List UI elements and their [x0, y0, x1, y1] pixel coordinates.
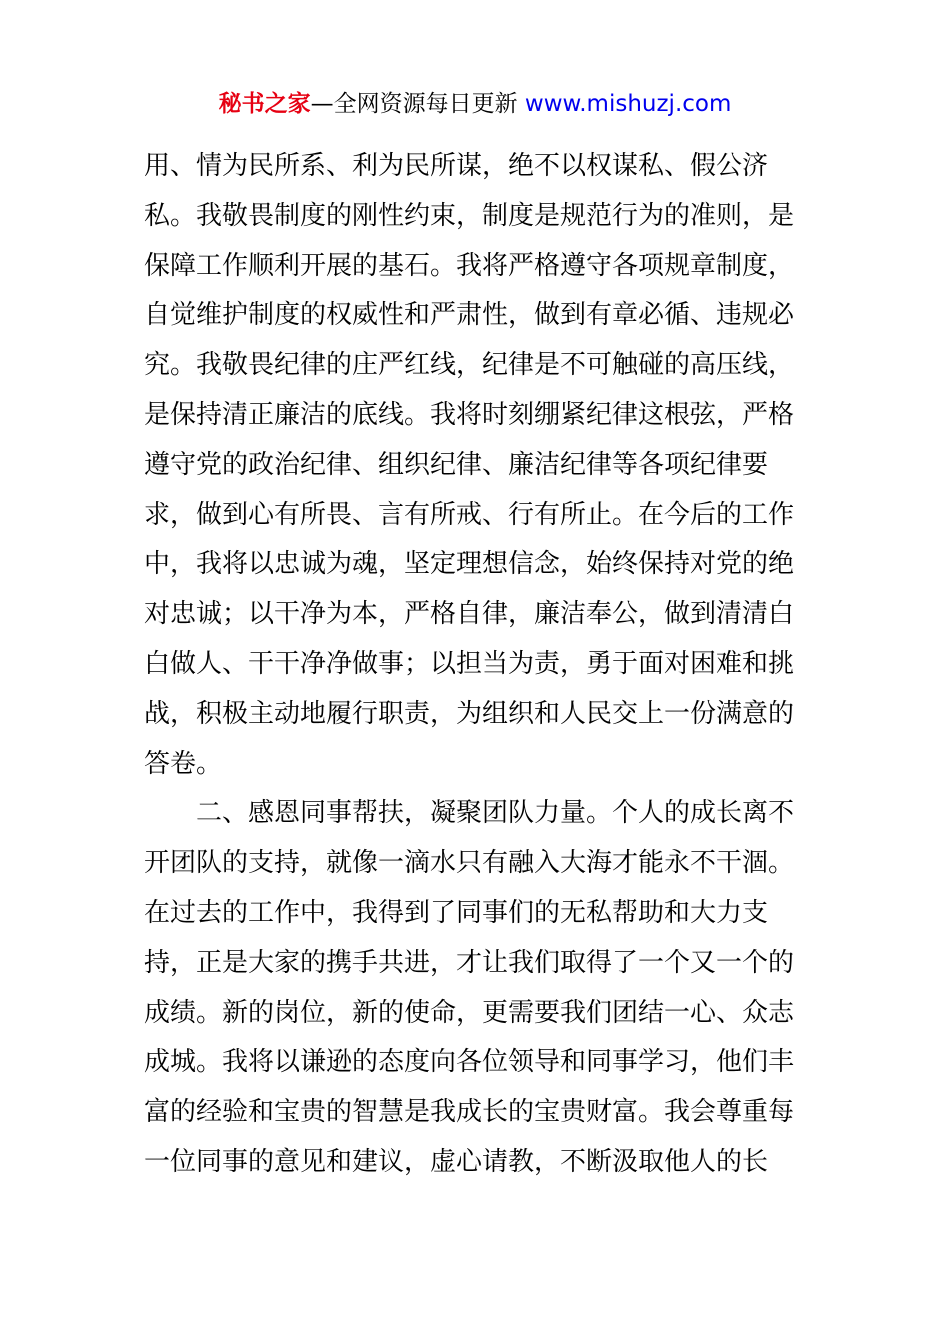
- text-line: 用、情为民所系、利为民所谋，绝不以权谋私、假公济: [144, 151, 769, 181]
- text-line: 一位同事的意见和建议，虚心请教，不断汲取他人的长: [144, 1146, 769, 1177]
- text-line: 在过去的工作中，我得到了同事们的无私帮助和大力支: [144, 897, 769, 928]
- text-line: 开团队的支持，就像一滴水只有融入大海才能永不干涸。: [144, 848, 795, 879]
- text-line: 成绩。新的岗位，新的使命，更需要我们团结一心、众志: [144, 997, 795, 1028]
- site-url-link[interactable]: www.mishuzj.com: [524, 91, 732, 117]
- document-body: [144, 142, 810, 1188]
- text-line: 究。我敬畏纪律的庄严红线，纪律是不可触碰的高压线，: [144, 350, 795, 381]
- text-line: 自觉维护制度的权威性和严肃性，做到有章必循、违规必: [144, 300, 795, 331]
- text-line: 成城。我将以谦逊的态度向各位领导和同事学习，他们丰: [144, 1047, 795, 1078]
- header-tagline: —全网资源每日更新: [310, 91, 525, 117]
- text-line: 战，积极主动地履行职责，为组织和人民交上一份满意的: [144, 698, 795, 729]
- page-header: [0, 86, 950, 122]
- text-line: 是保持清正廉洁的底线。我将时刻绷紧纪律这根弦，严格: [144, 399, 795, 430]
- text-line: 答卷。: [144, 748, 223, 779]
- text-line: 白做人、干干净净做事；以担当为责，勇于面对困难和挑: [144, 648, 795, 679]
- text-line: 遵守党的政治纪律、组织纪律、廉洁纪律等各项纪律要: [144, 449, 769, 480]
- text-line: 持，正是大家的携手共进，才让我们取得了一个又一个的: [144, 947, 795, 978]
- text-line: 保障工作顺利开展的基石。我将严格遵守各项规章制度，: [144, 250, 795, 281]
- section-heading-line: 二、感恩同事帮扶，凝聚团队力量。个人的成长离不: [196, 798, 795, 829]
- text-line: 求，做到心有所畏、言有所戒、行有所止。在今后的工作: [144, 499, 795, 530]
- text-line: 私。我敬畏制度的刚性约束，制度是规范行为的准则，是: [144, 200, 795, 231]
- text-line: 中，我将以忠诚为魂，坚定理想信念，始终保持对党的绝: [144, 549, 795, 580]
- text-line: 富的经验和宝贵的智慧是我成长的宝贵财富。我会尊重每: [144, 1097, 795, 1128]
- text-line: 对忠诚；以干净为本，严格自律，廉洁奉公，做到清清白: [144, 599, 795, 630]
- brand-name: 秘书之家: [218, 91, 311, 117]
